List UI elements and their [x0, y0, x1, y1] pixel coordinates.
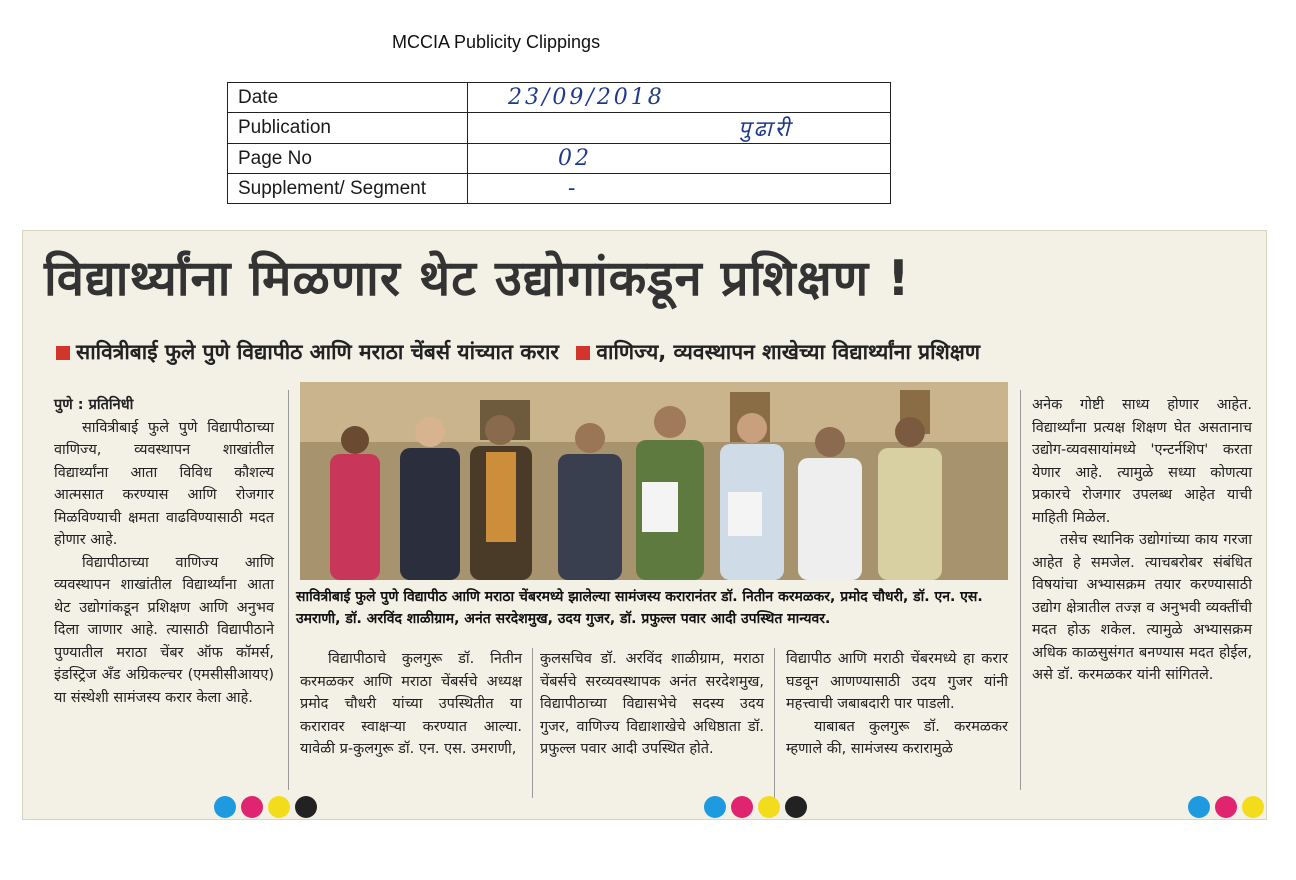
registration-dot — [758, 796, 780, 818]
meta-value: - — [468, 174, 891, 204]
meta-label: Supplement/ Segment — [228, 174, 468, 204]
photo-caption: सावित्रीबाई फुले पुणे विद्यापीठ आणि मराठा चेंबरमध्ये झालेल्या सामंजस्य करारानंतर डॉ. नितीन करमळकर, प्रमोद चौधरी, डॉ. एन. एस. उमराणी, डॉ. अरविंद शाळीग्राम, अनंत सरदेशमुख, उदय गुजर, डॉ. प्रफुल्ल पवार आदी उपस्थित मान्यवर. — [296, 589, 983, 627]
meta-row-supplement — [228, 174, 891, 204]
meta-row-page-no — [228, 144, 891, 174]
article-column-3 — [540, 648, 764, 761]
article-headline: विद्यार्थ्यांना मिळणार थेट उद्योगांकडून प्रशिक्षण ! — [44, 250, 911, 307]
registration-dot — [241, 796, 263, 818]
column-divider — [774, 648, 775, 798]
article-paragraph: तसेच स्थानिक उद्योगांच्या काय गरजा आहेत हे समजेल. त्याचबरोबर संबंधित विषयांचा अभ्यासक्रम तयार करण्यासाठी उद्योग क्षेत्रातील तज्ज्ञ व अनुभवी व्यक्तींची मदत होऊ शकेल. त्यामुळे अभ्यासक्रम अधिक काळसुसंगत बनण्यास मदत होईल, असे डॉ. करमळकर यांनी सांगितले. — [1032, 532, 1252, 683]
article-paragraph: याबाबत कुलगुरू डॉ. करमळकर म्हणाले की, सामंजस्य करारामुळे — [786, 718, 1008, 757]
red-square-bullet-icon — [56, 346, 70, 360]
registration-marks — [1188, 796, 1264, 818]
article-photo — [300, 382, 1008, 580]
red-square-bullet-icon — [576, 346, 590, 360]
meta-value: 23/09/2018 — [468, 83, 891, 113]
registration-marks — [214, 796, 317, 818]
meta-row-publication — [228, 113, 891, 144]
newspaper-clipping — [22, 230, 1267, 820]
subhead-text-2: वाणिज्य, व्यवस्थापन शाखेच्या विद्यार्थ्यांना प्रशिक्षण — [596, 340, 981, 364]
meta-label: Page No — [228, 144, 468, 174]
group-photo-illustration — [300, 382, 1008, 580]
meta-label: Publication — [228, 113, 468, 144]
page-header: MCCIA Publicity Clippings — [392, 32, 601, 52]
article-paragraph: विद्यापीठ आणि मराठी चेंबरमध्ये हा करार घडवून आणण्यासाठी उदय गुजर यांनी महत्त्वाची जबाबदारी पार पाडली. — [786, 651, 1008, 712]
column-divider — [288, 390, 289, 790]
meta-row-date — [228, 83, 891, 113]
registration-dot — [268, 796, 290, 818]
registration-dot — [1215, 796, 1237, 818]
registration-dot — [704, 796, 726, 818]
article-paragraph: विद्यापीठाच्या वाणिज्य आणि व्यवस्थापन शाखांतील विद्यार्थ्यांना आता थेट उद्योगांकडून प्रशिक्षण आणि अनुभव दिला जाणार आहे. त्यासाठी विद्यापीठाने पुण्यातील मराठा चेंबर ऑफ कॉमर्स, इंडस्ट्रिज अँड अग्रिकल्चर (एमसीसीआयए) या संस्थेशी सामंजस्य करार केला आहे. — [54, 554, 274, 706]
registration-marks — [704, 796, 807, 818]
article-dateline: पुणे : प्रतिनिधी — [54, 397, 134, 413]
registration-dot — [1188, 796, 1210, 818]
article-column-1 — [54, 394, 274, 709]
article-column-2 — [300, 648, 522, 761]
clipping-meta-table — [227, 82, 891, 204]
column-divider — [1020, 390, 1021, 790]
article-column-4 — [786, 648, 1008, 761]
article-paragraph: विद्यापीठाचे कुलगुरू डॉ. नितीन करमळकर आणि मराठा चेंबर्सचे अध्यक्ष प्रमोद चौधरी यांच्या उपस्थितीत या करारावर स्वाक्षऱ्या करण्यात आल्या. यावेळी प्र-कुलगुरू डॉ. एन. एस. उमराणी, — [300, 651, 522, 757]
registration-dot — [785, 796, 807, 818]
article-subhead — [50, 338, 1250, 366]
column-divider — [532, 648, 533, 798]
registration-dot — [214, 796, 236, 818]
article-column-5 — [1032, 394, 1252, 687]
article-paragraph: सावित्रीबाई फुले पुणे विद्यापीठाच्या वाणिज्य, व्यवस्थापन शाखांतील विद्यार्थ्यांना आता विविध कौशल्य आत्मसात करण्यास आणि रोजगार मिळविण्याची क्षमता वाढविण्यासाठी मदत होणार आहे. — [54, 419, 274, 548]
registration-dot — [295, 796, 317, 818]
registration-dot — [731, 796, 753, 818]
meta-label: Date — [228, 83, 468, 113]
article-paragraph: कुलसचिव डॉ. अरविंद शाळीग्राम, मराठा चेंबर्सचे सरव्यवस्थापक अनंत सरदेशमुख, विद्यापीठाच्या विद्यासभेचे सदस्य उदय गुजर, वाणिज्य विद्याशाखेचे अधिष्ठाता डॉ. प्रफुल्ल पवार आदी उपस्थित होते. — [540, 651, 764, 757]
article-paragraph: अनेक गोष्टी साध्य होणार आहेत. विद्यार्थ्यांना प्रत्यक्ष शिक्षण घेत असतानाच उद्योग-व्यवसायांमध्ये 'एन्टर्नशिप' करता येणार आहे. त्यामुळे सध्या कोणत्या प्रकारचे रोजगार उपलब्ध आहेत याची माहिती मिळेल. — [1032, 397, 1252, 526]
registration-dot — [1242, 796, 1264, 818]
meta-value: पुढारी — [468, 113, 891, 144]
meta-value: 02 — [468, 144, 891, 174]
subhead-text-1: सावित्रीबाई फुले पुणे विद्यापीठ आणि मराठा चेंबर्स यांच्यात करार — [76, 340, 560, 364]
